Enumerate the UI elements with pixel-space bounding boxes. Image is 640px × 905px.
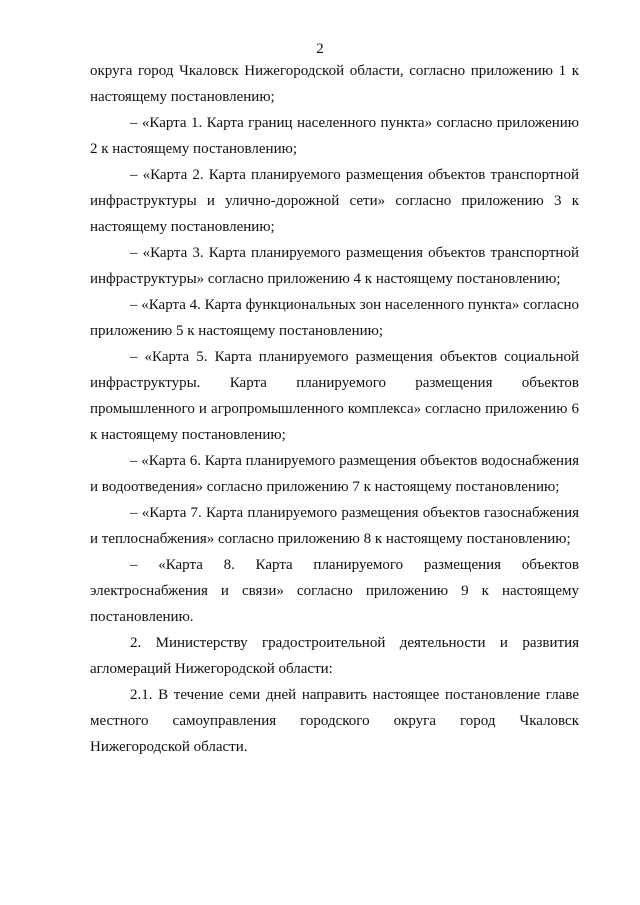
paragraph-continuation: округа город Чкаловск Нижегородской области, согласно приложению 1 к настоящему постановлению; bbox=[90, 63, 579, 105]
list-item-map-3: – «Карта 3. Карта планируемого размещения объектов транспортной инфраструктуры» согласно приложению 4 к настоящему постановлению; bbox=[90, 245, 579, 287]
list-item-map-8: – «Карта 8. Карта планируемого размещения объектов электроснабжения и связи» согласно приложению 9 к настоящему постановлению. bbox=[90, 557, 579, 625]
list-item-map-6: – «Карта 6. Карта планируемого размещения объектов водоснабжения и водоотведения» согласно приложению 7 к настоящему постановлению; bbox=[90, 453, 579, 495]
paragraph-section-2: 2. Министерству градостроительной деятельности и развития агломераций Нижегородской области: bbox=[90, 635, 579, 677]
list-item-map-4: – «Карта 4. Карта функциональных зон населенного пункта» согласно приложению 5 к настоящему постановлению; bbox=[90, 297, 579, 339]
document-body bbox=[90, 58, 579, 760]
list-item-map-2: – «Карта 2. Карта планируемого размещения объектов транспортной инфраструктуры и улично-дорожной сети» согласно приложению 3 к настоящему постановлению; bbox=[90, 167, 579, 235]
list-item-map-7: – «Карта 7. Карта планируемого размещения объектов газоснабжения и теплоснабжения» согласно приложению 8 к настоящему постановлению; bbox=[90, 505, 579, 547]
paragraph-section-2-1: 2.1. В течение семи дней направить настоящее постановление главе местного самоуправления городского округа город Чкаловск Нижегородской области. bbox=[90, 687, 579, 755]
list-item-map-5: – «Карта 5. Карта планируемого размещения объектов социальной инфраструктуры. Карта планируемого размещения объектов промышленного и агропромышленного комплекса» согласно приложению 6 к настоящему постановлению; bbox=[90, 349, 579, 443]
page-number: 2 bbox=[316, 41, 324, 57]
list-item-map-1: – «Карта 1. Карта границ населенного пункта» согласно приложению 2 к настоящему постановлению; bbox=[90, 115, 579, 157]
